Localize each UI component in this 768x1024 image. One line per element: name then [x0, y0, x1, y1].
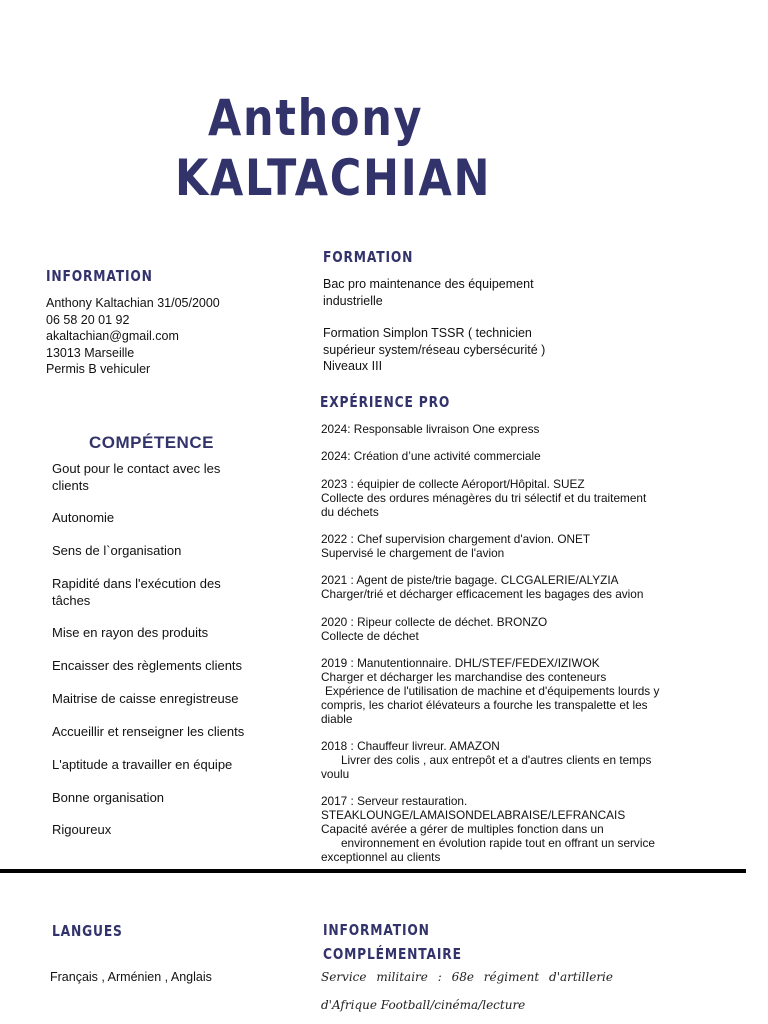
list-item: Maitrise de caisse enregistreuse [52, 691, 239, 706]
section-divider [0, 869, 746, 873]
experience-entry: 2020 : Ripeur collecte de déchet. BRONZO Collecte de déchet [321, 614, 548, 643]
experience-entry: 2019 : Manutentionnaire. DHL/STEF/FEDEX/IZIWOK Charger et décharger les marchandise des conteneurs Expérience de l'utilisation de machine et d'équipements lourds y compris, les chariot élévateurs a fourche les transpalette et les diable [321, 655, 660, 726]
information-heading: INFORMATION [46, 267, 153, 285]
list-item: Sens de l`organisation [52, 543, 182, 558]
list-item: Encaisser des règlements clients [52, 658, 243, 673]
formation-heading: FORMATION [323, 248, 414, 266]
information-block [46, 295, 220, 378]
info-comp-heading-line2: COMPLÉMENTAIRE [323, 945, 462, 963]
experience-heading: EXPÉRIENCE PRO [320, 393, 451, 411]
info-comp-line: d'Afrique Football/cinéma/lecture [321, 998, 526, 1012]
langues-heading: LANGUES [52, 922, 123, 940]
experience-entry: 2018 : Chauffeur livreur. AMAZON Livrer des colis , aux entrepôt et a d'autres clients en temps voulu [321, 739, 652, 781]
formation-entry: Formation Simplon TSSR ( technicien supérieur system/réseau cybersécurité ) Niveaux III [323, 326, 546, 373]
experience-list [321, 423, 711, 878]
first-name: Anthony [208, 89, 424, 147]
experience-entry: 2021 : Agent de piste/trie bagage. CLCGALERIE/ALYZIA Charger/trié et décharger efficacement les bagages des avion [321, 573, 644, 602]
info-line: 06 58 20 01 92 [46, 312, 130, 327]
last-name: KALTACHIAN [175, 149, 492, 207]
list-item: Mise en rayon des produits [52, 625, 209, 640]
info-comp-line: Service militaire : 68e régiment d'artillerie [321, 970, 613, 984]
info-line: 13013 Marseille [46, 345, 135, 360]
list-item: L'aptitude a travailler en équipe [52, 757, 233, 772]
info-comp-heading-line1: INFORMATION [323, 921, 430, 939]
list-item: Accueillir et renseigner les clients [52, 724, 245, 739]
info-line: akaltachian@gmail.com [46, 329, 179, 343]
experience-entry: 2024: Création d’une activité commerciale [321, 449, 541, 464]
list-item: Autonomie [52, 510, 115, 525]
list-item: Gout pour le contact avec les clients [52, 461, 221, 493]
experience-entry: 2023 : équipier de collecte Aéroport/Hôpital. SUEZ Collecte des ordures ménagères du tri sélectif et du traitement du déchets [321, 476, 647, 519]
competence-heading: COMPÉTENCE [89, 433, 214, 452]
experience-entry: 2024: Responsable livraison One express [321, 422, 540, 436]
info-line: Permis B vehiculer [46, 362, 151, 376]
experience-entry: 2022 : Chef supervision chargement d'avion. ONET Supervisé le chargement de l'avion [321, 532, 591, 560]
experience-entry: 2017 : Serveur restauration. STEAKLOUNGE/LAMAISONDELABRAISE/LEFRANCAIS Capacité avérée a gérer de multiples fonction dans un environnement en évolution rapide tout en offrant un service exceptionnel au clients [321, 794, 655, 864]
langues-text: Français , Arménien , Anglais [50, 970, 212, 984]
info-line: Anthony Kaltachian 31/05/2000 [46, 296, 220, 310]
list-item: Bonne organisation [52, 790, 165, 805]
formation-entry: Bac pro maintenance des équipement industrielle [323, 277, 534, 308]
list-item: Rapidité dans l'exécution des tâches [52, 576, 221, 608]
list-item: Rigoureux [52, 822, 112, 837]
